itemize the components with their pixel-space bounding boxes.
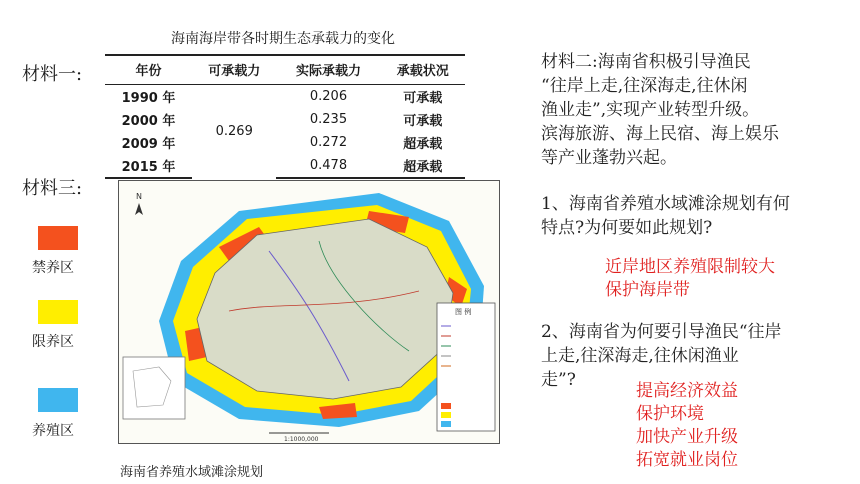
legend-label-restricted: 限养区	[32, 334, 74, 350]
question2-line: 2、海南省为何要引导渔民“往岸	[541, 322, 782, 342]
question1-line: 1、海南省养殖水域滩涂规划有何	[541, 194, 790, 214]
material3-label: 材料三:	[22, 178, 83, 199]
material2-line: 滨海旅游、海上民宿、海上娱乐	[541, 124, 779, 144]
header-year: 年份	[105, 55, 192, 85]
answer-line: 保护海岸带	[605, 280, 690, 300]
svg-text:N: N	[136, 192, 142, 201]
material2-text	[541, 50, 857, 170]
question1-line: 特点?为何要如此规划?	[541, 218, 713, 238]
answer2	[636, 380, 738, 472]
answer-line: 拓宽就业岗位	[636, 450, 738, 470]
material2-line: “往岸上走,往深海走,往休闲	[541, 76, 748, 96]
table-row	[105, 154, 465, 178]
map-legend-title: 图 例	[455, 308, 472, 316]
answer-line: 近岸地区养殖限制较大	[605, 257, 775, 277]
material1-label: 材料一:	[22, 64, 83, 85]
scale-text: 1:1000,000	[284, 436, 319, 443]
question2-line: 上走,往深海走,往休闲渔业	[541, 346, 739, 366]
material2-line: 渔业走”,实现产业转型升级。	[541, 100, 760, 120]
table-row	[105, 85, 465, 109]
actual-cell: 0.206	[309, 89, 348, 104]
table-title: 海南海岸带各时期生态承载力的变化	[171, 31, 395, 47]
year-cell: 2009 年	[121, 137, 176, 152]
question2-line: 走”?	[541, 370, 576, 390]
answer1	[605, 256, 775, 302]
legend-swatch-restricted	[38, 300, 78, 324]
actual-cell: 0.478	[276, 154, 380, 178]
map-graphic	[119, 181, 499, 443]
header-status: 承载状况	[381, 55, 465, 85]
year-cell: 2015 年	[105, 154, 192, 178]
year-cell: 1990 年	[121, 91, 176, 106]
capacity-table	[105, 54, 465, 179]
legend-label-forbidden: 禁养区	[32, 260, 74, 276]
year-cell: 2000 年	[121, 114, 176, 129]
status-cell: 超承载	[403, 137, 443, 152]
status-cell: 可承载	[403, 91, 443, 106]
header-capacity: 可承载力	[192, 55, 276, 85]
material2-line: 等产业蓬勃兴起。	[541, 148, 677, 168]
legend-swatch-forbidden	[38, 226, 78, 250]
header-actual: 实际承载力	[276, 55, 380, 85]
capacity-cell: 0.269	[215, 124, 253, 139]
answer-line: 保护环境	[636, 404, 704, 424]
legend-label-farming: 养殖区	[32, 423, 74, 439]
aquaculture-zoning-map	[118, 180, 500, 444]
actual-cell: 0.235	[309, 112, 348, 127]
map-caption: 海南省养殖水域滩涂规划	[120, 465, 264, 480]
status-cell: 可承载	[403, 114, 443, 129]
answer-line: 提高经济效益	[636, 381, 738, 401]
answer-line: 加快产业升级	[636, 427, 738, 447]
material2-line: 材料二:海南省积极引导渔民	[541, 52, 751, 72]
table-row	[105, 108, 465, 131]
table-row	[105, 131, 465, 154]
question1-text	[541, 192, 857, 240]
actual-cell: 0.272	[309, 135, 348, 150]
legend-swatch-farming	[38, 388, 78, 412]
status-cell: 超承载	[381, 154, 465, 178]
